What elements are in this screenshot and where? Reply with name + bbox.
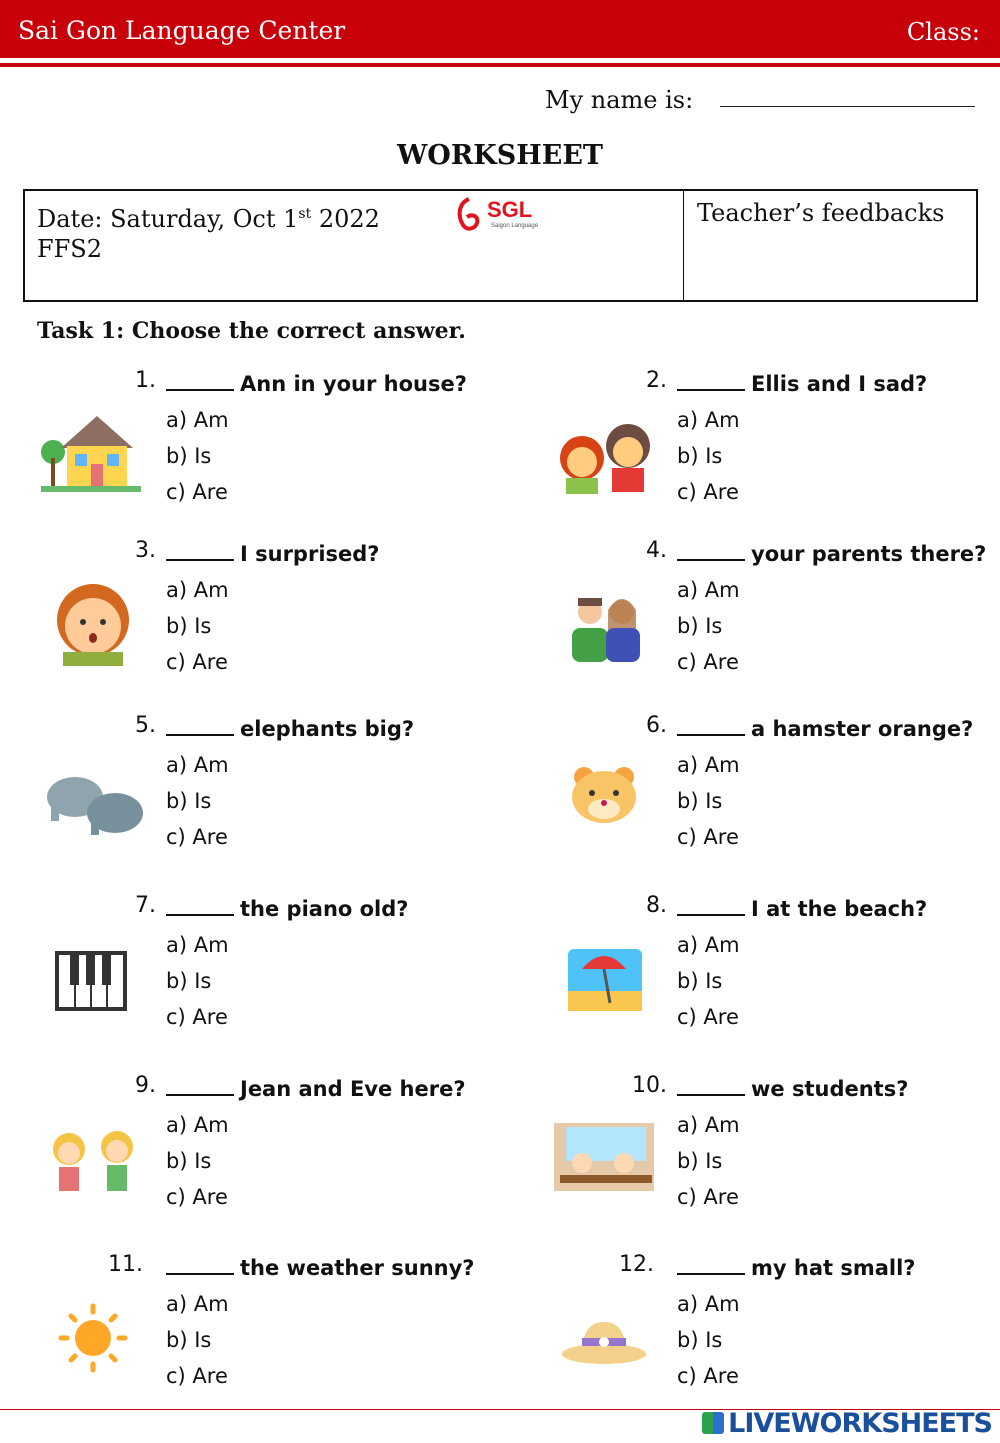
option-a[interactable]: a) Am bbox=[166, 408, 229, 432]
date-superscript: st bbox=[298, 206, 312, 222]
question-text: elephants big? bbox=[166, 717, 414, 741]
question-4 bbox=[642, 538, 1000, 698]
surprised-boy-icon bbox=[41, 578, 151, 668]
class-code: FFS2 bbox=[37, 235, 103, 263]
piano-icon bbox=[41, 933, 151, 1023]
date-text: Date: Saturday, Oct 1 bbox=[37, 205, 299, 233]
option-a[interactable]: a) Am bbox=[166, 933, 229, 957]
beach-icon bbox=[552, 933, 662, 1023]
feedback-label: Teacher’s feedbacks bbox=[697, 199, 945, 227]
children-icon bbox=[41, 1113, 151, 1203]
question-number: 1. bbox=[135, 368, 156, 393]
header-bar bbox=[0, 0, 1000, 58]
option-a[interactable]: a) Am bbox=[677, 1113, 740, 1137]
question-10 bbox=[632, 1073, 1000, 1233]
elephants-icon bbox=[41, 753, 151, 843]
answer-blank[interactable] bbox=[677, 375, 745, 391]
option-a[interactable]: a) Am bbox=[677, 933, 740, 957]
option-a[interactable]: a) Am bbox=[166, 1292, 229, 1316]
answer-blank[interactable] bbox=[166, 900, 234, 916]
sun-icon bbox=[41, 1292, 151, 1382]
question-8 bbox=[642, 893, 1000, 1053]
question-text: my hat small? bbox=[677, 1256, 915, 1280]
question-text: I at the beach? bbox=[677, 897, 927, 921]
class-label: Class: bbox=[906, 18, 980, 46]
answer-blank[interactable] bbox=[166, 375, 234, 391]
option-c[interactable]: c) Are bbox=[166, 1005, 228, 1029]
name-label: My name is: bbox=[545, 86, 694, 114]
option-c[interactable]: c) Are bbox=[677, 1364, 739, 1388]
house-icon bbox=[41, 408, 151, 498]
answer-blank[interactable] bbox=[677, 545, 745, 561]
option-c[interactable]: c) Are bbox=[677, 1185, 739, 1209]
option-a[interactable]: a) Am bbox=[166, 753, 229, 777]
answer-blank[interactable] bbox=[166, 545, 234, 561]
classroom-icon bbox=[552, 1113, 662, 1203]
question-text: the weather sunny? bbox=[166, 1256, 474, 1280]
answer-blank[interactable] bbox=[166, 1080, 234, 1096]
option-c[interactable]: c) Are bbox=[677, 480, 739, 504]
option-c[interactable]: c) Are bbox=[166, 825, 228, 849]
question-9 bbox=[131, 1073, 571, 1233]
option-b[interactable]: b) Is bbox=[166, 969, 212, 993]
question-12 bbox=[619, 1252, 1000, 1412]
parents-icon bbox=[552, 578, 662, 668]
option-c[interactable]: c) Are bbox=[677, 650, 739, 674]
question-number: 7. bbox=[135, 893, 156, 918]
question-text: the piano old? bbox=[166, 897, 408, 921]
option-b[interactable]: b) Is bbox=[166, 1149, 212, 1173]
hat-icon bbox=[552, 1292, 662, 1382]
task-heading: Task 1: Choose the correct answer. bbox=[37, 318, 466, 344]
footer-brand-text: LIVEWORKSHEETS bbox=[728, 1408, 992, 1439]
question-2 bbox=[642, 368, 1000, 528]
option-a[interactable]: a) Am bbox=[677, 753, 740, 777]
option-c[interactable]: c) Are bbox=[677, 1005, 739, 1029]
date-year: 2022 bbox=[311, 205, 380, 233]
sad-kids-icon bbox=[552, 408, 662, 498]
question-number: 9. bbox=[135, 1073, 156, 1098]
question-number: 11. bbox=[108, 1252, 143, 1277]
option-b[interactable]: b) Is bbox=[677, 969, 723, 993]
question-number: 10. bbox=[632, 1073, 667, 1098]
question-1 bbox=[131, 368, 571, 528]
name-field[interactable] bbox=[720, 106, 975, 107]
option-b[interactable]: b) Is bbox=[677, 444, 723, 468]
question-number: 6. bbox=[646, 713, 667, 738]
option-c[interactable]: c) Are bbox=[677, 825, 739, 849]
option-b[interactable]: b) Is bbox=[677, 614, 723, 638]
question-number: 5. bbox=[135, 713, 156, 738]
option-b[interactable]: b) Is bbox=[166, 789, 212, 813]
info-box bbox=[23, 189, 978, 302]
question-number: 2. bbox=[646, 368, 667, 393]
option-a[interactable]: a) Am bbox=[677, 1292, 740, 1316]
option-b[interactable]: b) Is bbox=[677, 1328, 723, 1352]
option-a[interactable]: a) Am bbox=[166, 578, 229, 602]
option-b[interactable]: b) Is bbox=[166, 614, 212, 638]
question-number: 8. bbox=[646, 893, 667, 918]
hamster-icon bbox=[552, 753, 662, 843]
question-text: we students? bbox=[677, 1077, 908, 1101]
answer-blank[interactable] bbox=[677, 1259, 745, 1275]
question-number: 12. bbox=[619, 1252, 654, 1277]
question-text: Jean and Eve here? bbox=[166, 1077, 466, 1101]
question-3 bbox=[131, 538, 571, 698]
option-b[interactable]: b) Is bbox=[677, 789, 723, 813]
info-divider bbox=[683, 191, 684, 300]
option-b[interactable]: b) Is bbox=[166, 444, 212, 468]
question-7 bbox=[131, 893, 571, 1053]
answer-blank[interactable] bbox=[677, 1080, 745, 1096]
question-11 bbox=[108, 1252, 571, 1412]
question-5 bbox=[131, 713, 571, 873]
option-a[interactable]: a) Am bbox=[677, 408, 740, 432]
option-c[interactable]: c) Are bbox=[166, 1364, 228, 1388]
question-number: 3. bbox=[135, 538, 156, 563]
option-b[interactable]: b) Is bbox=[677, 1149, 723, 1173]
header-divider bbox=[0, 63, 1000, 67]
page-title: WORKSHEET bbox=[396, 140, 603, 171]
question-number: 4. bbox=[646, 538, 667, 563]
answer-blank[interactable] bbox=[166, 1259, 234, 1275]
sgl-logo-icon bbox=[455, 193, 555, 235]
question-text: I surprised? bbox=[166, 542, 379, 566]
option-c[interactable]: c) Are bbox=[166, 1185, 228, 1209]
option-c[interactable]: c) Are bbox=[166, 480, 228, 504]
option-a[interactable]: a) Am bbox=[677, 578, 740, 602]
liveworksheets-logo-icon bbox=[702, 1412, 724, 1434]
question-text: a hamster orange? bbox=[677, 717, 973, 741]
question-6 bbox=[642, 713, 1000, 873]
question-text: your parents there? bbox=[677, 542, 986, 566]
option-b[interactable]: b) Is bbox=[166, 1328, 212, 1352]
logo-text: SGL bbox=[487, 197, 533, 222]
answer-blank[interactable] bbox=[677, 900, 745, 916]
school-name: Sai Gon Language Center bbox=[18, 16, 346, 45]
question-text: Ellis and I sad? bbox=[677, 372, 927, 396]
date-block bbox=[37, 199, 380, 264]
question-text: Ann in your house? bbox=[166, 372, 467, 396]
footer-brand bbox=[702, 1408, 992, 1439]
option-c[interactable]: c) Are bbox=[166, 650, 228, 674]
logo-subtext: Saigon Language bbox=[491, 223, 539, 229]
option-a[interactable]: a) Am bbox=[166, 1113, 229, 1137]
answer-blank[interactable] bbox=[677, 720, 745, 736]
answer-blank[interactable] bbox=[166, 720, 234, 736]
